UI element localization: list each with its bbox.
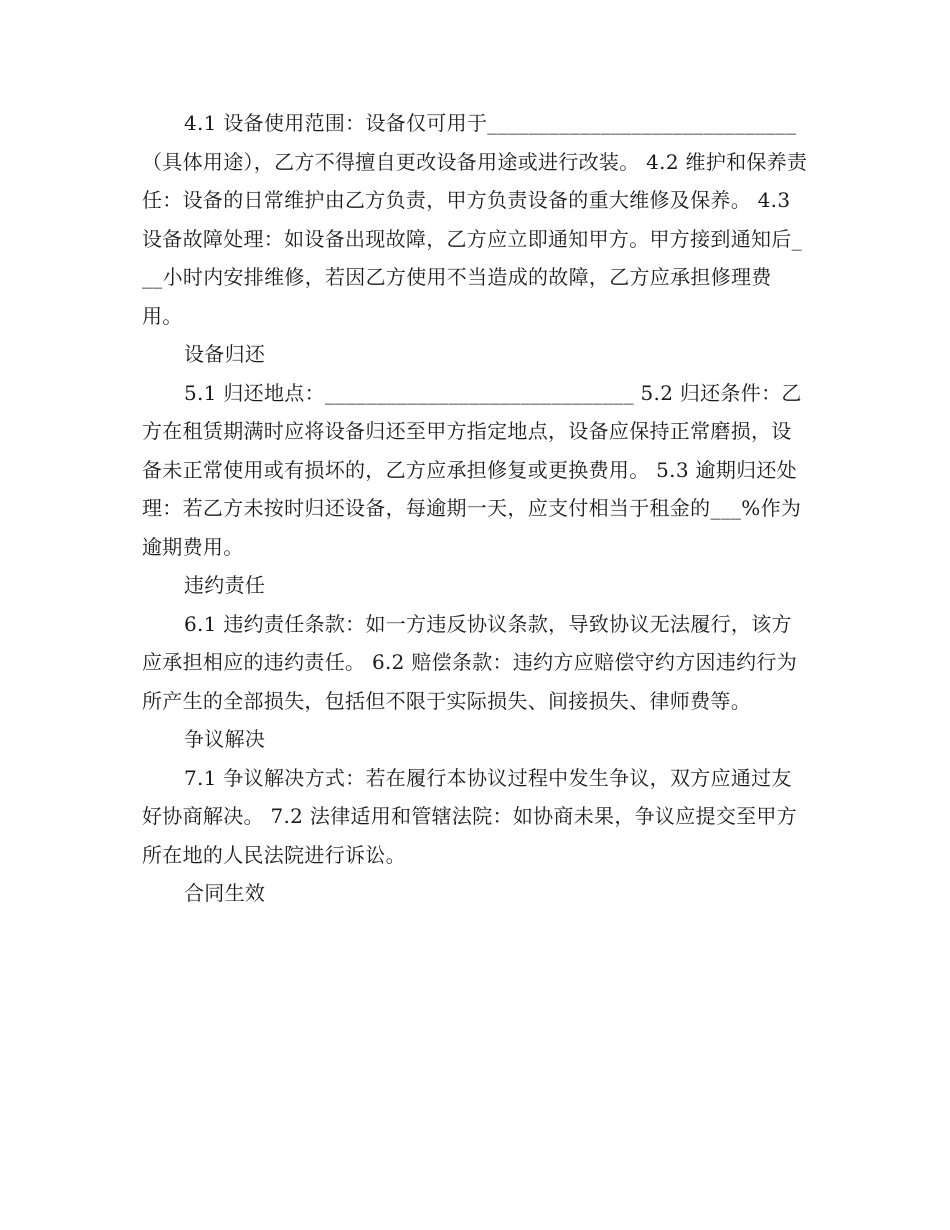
clause-4-equipment-use: 4.1 设备使用范围：设备仅可用于______________________________（具体用途），乙方不得擅自更改设备用途或进行改装。 4.2 维护和保养责任：设备的日常维护由乙方负责，甲方负责设备的重大维修及保养。 4.3 设备故障处理：如设备出现故障，乙方应立即通知甲方。甲方接到通知后___小时内安排维修，若因乙方使用不当造成的故障，乙方应承担修理费用。 — [142, 111, 808, 328]
section-heading-breach: 违约责任 — [184, 573, 266, 597]
document-body — [142, 104, 808, 913]
clause-6-breach-liability: 6.1 违约责任条款：如一方违反协议条款，导致协议无法履行，该方应承担相应的违约责任。 6.2 赔偿条款：违约方应赔偿守约方因违约行为所产生的全部损失，包括但不限于实际损失、间接损失、律师费等。 — [142, 611, 798, 713]
clause-5-equipment-return: 5.1 归还地点：______________________________ 5.2 归还条件：乙方在租赁期满时应将设备归还至甲方指定地点，设备应保持正常磨损，设备未正常使用或有损坏的，乙方应承担修复或更换费用。 5.3 逾期归还处理：若乙方未按时归还设备，每逾期一天，应支付相当于租金的___%作为逾期费用。 — [142, 380, 802, 559]
clause-7-dispute-resolution: 7.1 争议解决方式：若在履行本协议过程中发生争议，双方应通过友好协商解决。 7.2 法律适用和管辖法院：如协商未果，争议应提交至甲方所在地的人民法院进行诉讼。 — [142, 765, 798, 867]
section-heading-dispute: 争议解决 — [184, 727, 266, 751]
section-heading-effectiveness: 合同生效 — [184, 881, 266, 905]
section-heading-return: 设备归还 — [184, 342, 266, 366]
